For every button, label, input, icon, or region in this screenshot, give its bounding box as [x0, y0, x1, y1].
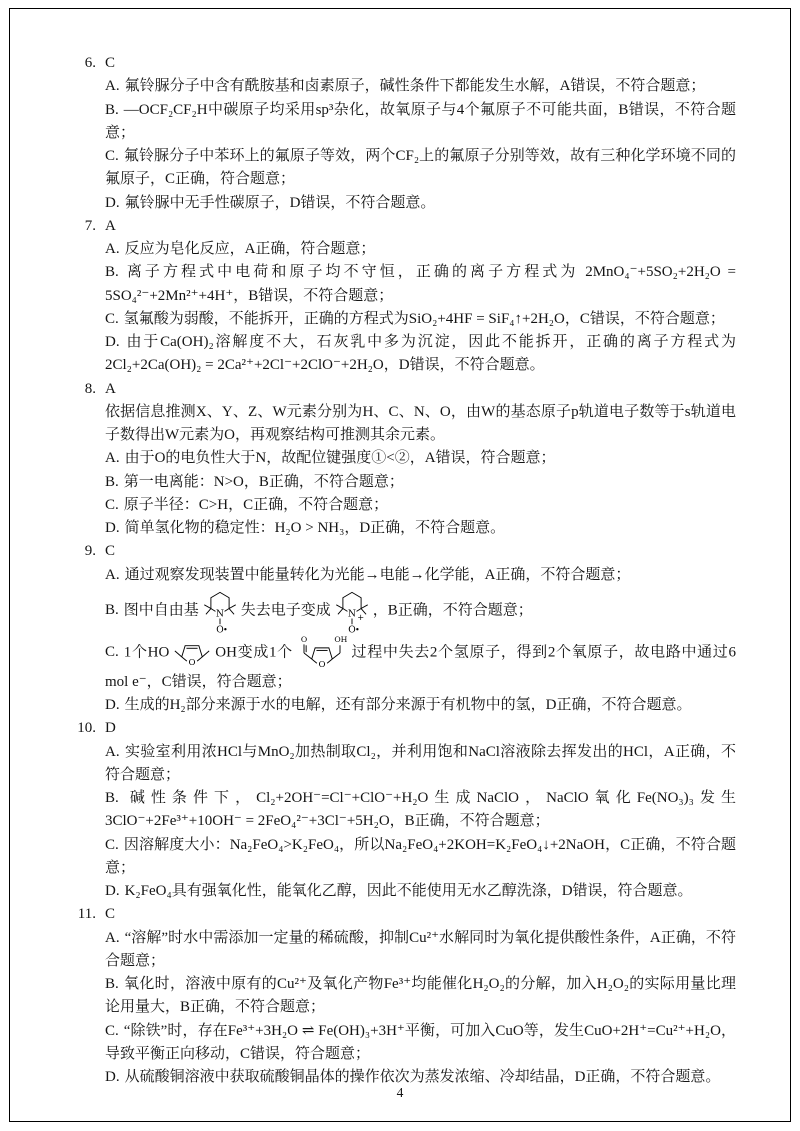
- option-a-analysis: [105, 927, 736, 974]
- analysis-text: K₂FeO₄具有强氧化性，能氧化乙醇，因此不能使用无水乙醇洗涤，D错误，符合题意。: [124, 883, 693, 899]
- option-label: C.: [105, 310, 119, 327]
- analysis-text: 生成的H₂部分来源于水的电解，还有部分来源于有机物中的氢，D正确，不符合题意。: [124, 697, 692, 713]
- question-header: [70, 378, 736, 401]
- analysis-text: 因溶解度大小：Na₂FeO₄>K₂FeO₄，所以Na₂FeO₄+2KOH=K₂FeO₄↓+2NaOH，C正确，不符合题意；: [105, 836, 736, 876]
- option-label: B.: [105, 473, 119, 490]
- chemical-structure-aminoxyl-radical: [202, 587, 238, 635]
- page-number: 4: [396, 1085, 404, 1100]
- analysis-text: 原子半径：C>H，C正确，不符合题意；: [123, 496, 389, 513]
- question-answer: C: [105, 543, 116, 560]
- option-d-analysis: [105, 192, 736, 215]
- analysis-text: 离子方程式中电荷和原子均不守恒，正确的离子方程式为 2MnO₄⁻+5SO₂+2H₂O = 5SO₄²⁻+2Mn²⁺+4H⁺，B错误，不符合题意；: [105, 264, 736, 304]
- option-b-analysis: [105, 973, 736, 1020]
- answer-key-content: [70, 52, 736, 1089]
- option-label: C.: [105, 148, 119, 164]
- svg-text:O: O: [318, 659, 326, 670]
- question-header: [70, 540, 736, 563]
- analysis-text: 从硫酸铜溶液中获取硫酸铜晶体的操作依次为蒸发浓缩、冷却结晶，D正确，不符合题意。: [124, 1069, 721, 1085]
- analysis-text: 图中自由基: [123, 602, 199, 619]
- question-answer: A: [105, 217, 116, 234]
- option-c-analysis: [105, 635, 736, 694]
- option-label: D.: [105, 1069, 120, 1085]
- question-answer: C: [105, 906, 116, 923]
- analysis-text: 碱性条件下，Cl₂+2OH⁻=Cl⁻+ClO⁻+H₂O生成NaClO，NaClO氧化Fe(NO₃)₃发生3ClO⁻+2Fe³⁺+10OH⁻ = 2FeO₄²⁻+3Cl⁻+5H₂O，B正确，不符合题意；: [105, 790, 736, 830]
- option-a-analysis: [105, 238, 736, 261]
- option-c-analysis: [105, 308, 736, 331]
- option-c-analysis: [105, 494, 736, 517]
- analysis-text: 氢氟酸为弱酸，不能拆开，正确的方程式为SiO₂+4HF = SiF₄↑+2H₂O，C错误，不符合题意；: [123, 310, 725, 327]
- analysis-text: 依据信息推测X、Y、Z、W元素分别为H、C、N、O，由W的基态原子p轨道电子数等于s轨道电子数得出W元素为O，再观察结构可推测其余元素。: [105, 403, 736, 443]
- question-number: 11.: [77, 906, 96, 923]
- analysis-text: 失去电子变成: [240, 602, 331, 619]
- analysis-text: 过程中失去2个氢原子，得到2个氧原子，故电路中通过6 mol e⁻，C错误，符合题意；: [105, 644, 736, 690]
- option-label: C.: [105, 644, 119, 661]
- option-label: C.: [105, 836, 119, 853]
- svg-text:N: N: [347, 609, 356, 620]
- option-c-analysis: [105, 145, 736, 192]
- analysis-text: 氟铃脲中无手性碳原子，D错误，不符合题意。: [124, 194, 436, 211]
- option-d-analysis: [105, 517, 736, 540]
- question-block-9: [70, 540, 736, 717]
- question-number: 8.: [84, 380, 96, 397]
- svg-text:OH: OH: [334, 634, 348, 644]
- svg-text:O: O: [188, 657, 196, 668]
- option-label: D.: [105, 520, 120, 536]
- option-label: B.: [105, 790, 119, 806]
- analysis-text: ，B正确，不符合题意；: [372, 602, 533, 619]
- question-block-11: [70, 903, 736, 1089]
- option-a-analysis: [105, 447, 736, 470]
- svg-text:O: O: [300, 634, 308, 644]
- option-c-analysis: [105, 834, 736, 881]
- question-number: 6.: [84, 55, 96, 71]
- question-header: [70, 52, 736, 75]
- question-header: [70, 717, 736, 740]
- option-label: D.: [105, 194, 120, 211]
- option-label: C.: [105, 1022, 119, 1039]
- question-number: 10.: [77, 720, 96, 737]
- option-label: A.: [105, 450, 120, 467]
- option-b-analysis: [105, 99, 736, 146]
- option-a-analysis: [105, 741, 736, 788]
- question-block-7: [70, 215, 736, 378]
- option-b-analysis: [105, 787, 736, 834]
- chemical-structure-oxoammonium-cation: [334, 587, 370, 635]
- option-c-analysis: [105, 1020, 736, 1067]
- analysis-text: 实验室利用浓HCl与MnO₂加热制取Cl₂，并利用饱和NaCl溶液除去挥发出的HCl，A正确，不符合题意；: [105, 743, 736, 783]
- option-b-analysis: [105, 471, 736, 494]
- question-intro: [105, 401, 736, 448]
- analysis-text: 氟铃脲分子中苯环上的氟原子等效，两个CF₂上的氟原子分别等效，故有三种化学环境不同的氟原子，C正确，符合题意；: [105, 148, 736, 188]
- svg-text:O: O: [216, 625, 224, 635]
- option-label: A.: [105, 929, 120, 946]
- option-d-analysis: [105, 331, 736, 378]
- svg-text:O: O: [348, 625, 356, 635]
- option-label: A.: [105, 241, 120, 257]
- analysis-text: 反应为皂化反应，A正确，符合题意；: [124, 241, 376, 257]
- option-b-analysis: [105, 587, 736, 635]
- question-answer: C: [105, 55, 116, 71]
- option-label: B.: [105, 101, 119, 118]
- option-label: A.: [105, 78, 120, 95]
- question-answer: A: [105, 380, 116, 397]
- analysis-text: —OCF₂CF₂H中碳原子均采用sp³杂化，故氧原子与4个氟原子不可能共面，B错误，不符合题意；: [105, 101, 736, 141]
- option-b-analysis: [105, 261, 736, 308]
- analysis-text: 由于O的电负性大于N，故配位键强度①<②，A错误，符合题意；: [124, 450, 556, 467]
- option-label: C.: [105, 496, 119, 513]
- option-a-analysis: [105, 564, 736, 587]
- option-label: D.: [105, 697, 120, 713]
- question-answer: D: [105, 720, 116, 737]
- analysis-text: OH变成1个: [215, 644, 293, 661]
- question-block-8: [70, 378, 736, 541]
- question-block-6: [70, 52, 736, 215]
- option-a-analysis: [105, 75, 736, 98]
- question-header: [70, 903, 736, 926]
- option-label: D.: [105, 883, 120, 899]
- question-header: [70, 215, 736, 238]
- option-label: A.: [105, 743, 120, 760]
- option-label: A.: [105, 566, 120, 583]
- question-number: 9.: [84, 543, 96, 560]
- analysis-text: “溶解”时水中需添加一定量的稀硫酸，抑制Cu²⁺水解同时为氧化提供酸性条件，A正确，不符合题意；: [105, 929, 736, 969]
- option-label: B.: [105, 976, 119, 992]
- option-d-analysis: [105, 880, 736, 903]
- analysis-text: 通过观察发现装置中能量转化为光能→电能→化学能，A正确，不符合题意；: [124, 566, 631, 583]
- analysis-text: 氟铃脲分子中含有酰胺基和卤素原子，碱性条件下都能发生水解，A错误，不符合题意；: [124, 78, 706, 95]
- analysis-text: 简单氢化物的稳定性：H₂O > NH₃，D正确，不符合题意。: [124, 520, 506, 536]
- chemical-structure-furan-diol-ring: [172, 638, 212, 668]
- analysis-text: 第一电离能：N>O，B正确，不符合题意；: [123, 473, 404, 490]
- svg-text:+: +: [357, 611, 364, 622]
- question-number: 7.: [84, 217, 96, 234]
- option-label: B.: [105, 602, 119, 619]
- svg-text:N: N: [215, 609, 224, 620]
- analysis-text: “除铁”时，存在Fe³⁺+3H₂O ⇌ Fe(OH)₃+3H⁺平衡，可加入CuO等，发生CuO+2H⁺=Cu²⁺+H₂O，导致平衡正向移动，C错误，符合题意；: [105, 1022, 736, 1062]
- option-label: D.: [105, 334, 120, 350]
- analysis-text: 氧化时，溶液中原有的Cu²⁺及氧化产物Fe³⁺均能催化H₂O₂的分解，加入H₂O₂的实际用量比理论用量大，B正确，不符合题意；: [105, 976, 736, 1016]
- analysis-text: 由于Ca(OH)₂溶解度不大，石灰乳中多为沉淀，因此不能拆开，正确的离子方程式为2Cl₂+2Ca(OH)₂ = 2Ca²⁺+2Cl⁻+2ClO⁻+2H₂O，D错误，不符合题意。: [105, 334, 736, 374]
- option-d-analysis: [105, 694, 736, 717]
- chemical-structure-furan-diacid-ring: [296, 635, 348, 671]
- option-label: B.: [105, 264, 119, 281]
- question-block-10: [70, 717, 736, 903]
- analysis-text: 1个HO: [123, 644, 170, 661]
